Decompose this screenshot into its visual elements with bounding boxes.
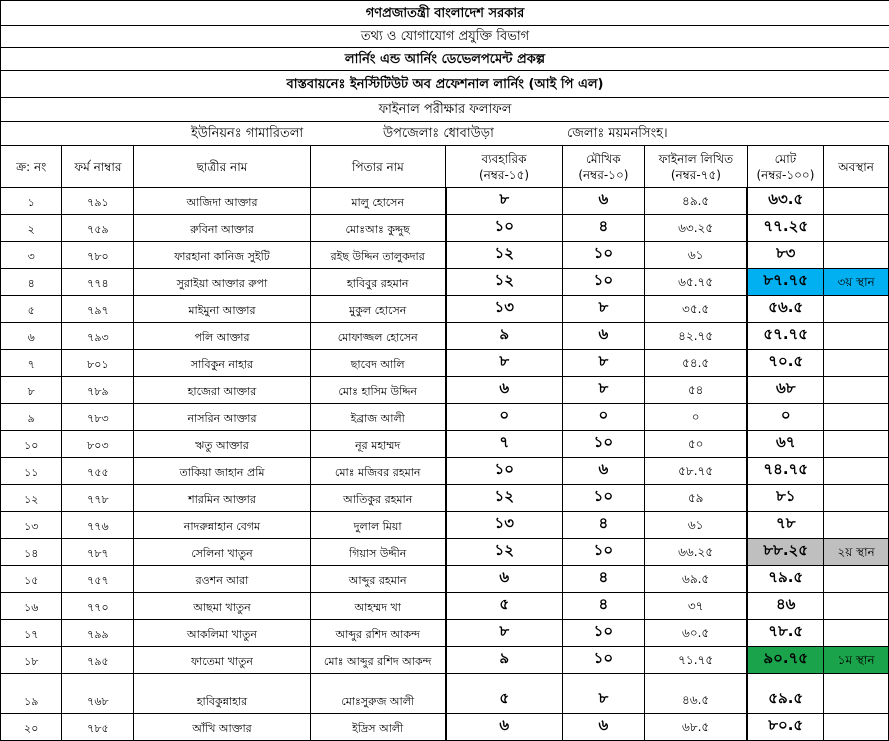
col-form: ফর্ম নাম্বার <box>62 146 134 188</box>
written-cell: ৭১.৭৫ <box>645 647 748 674</box>
table-row <box>1 215 889 242</box>
oral-cell: ৪ <box>562 593 644 620</box>
total-cell: ৬৩.৫ <box>747 188 823 215</box>
student-name-cell: আছমা খাতুন <box>134 593 310 620</box>
student-name-cell: ফারহানা কানিজ সুইটি <box>134 242 310 269</box>
total-cell: ৫৬.৫ <box>747 296 823 323</box>
position-cell <box>824 512 889 539</box>
father-name-cell: মোঃ হাসিম উদ্দিন <box>310 377 446 404</box>
serial-cell: ১৬ <box>1 593 62 620</box>
oral-cell: ৬ <box>562 714 644 741</box>
total-cell: ৭৪.৭৫ <box>747 458 823 485</box>
serial-cell: ১৮ <box>1 647 62 674</box>
table-row <box>1 350 889 377</box>
header-location <box>0 121 889 146</box>
position-cell <box>824 674 889 714</box>
practical-cell: ৫ <box>446 593 562 620</box>
father-name-cell: হাবিবুর রহমান <box>310 269 446 296</box>
practical-cell: ৬ <box>446 377 562 404</box>
total-cell: ৯০.৭৫ <box>747 647 823 674</box>
col-oral: মৌখিক (নম্বর-১০) <box>562 146 644 188</box>
serial-cell: ২ <box>1 215 62 242</box>
col-total: মোট (নম্বর-১০০) <box>747 146 823 188</box>
student-name-cell: সেলিনা খাতুন <box>134 539 310 566</box>
oral-cell: ৪ <box>562 566 644 593</box>
form-cell: ৭৭৮ <box>62 485 134 512</box>
father-name-cell: গিয়াস উদ্দীন <box>310 539 446 566</box>
serial-cell: ১৭ <box>1 620 62 647</box>
union-label: ইউনিয়নঃ গামারিতলা <box>191 126 304 141</box>
position-cell <box>824 620 889 647</box>
father-name-cell: আব্দুর রহমান <box>310 566 446 593</box>
oral-cell: ৮ <box>562 377 644 404</box>
written-cell: ৪৬.৫ <box>645 674 748 714</box>
total-cell: ০ <box>747 404 823 431</box>
father-name-cell: নূর মহাম্মদ <box>310 431 446 458</box>
form-cell: ৮০৩ <box>62 431 134 458</box>
form-cell: ৭৭০ <box>62 593 134 620</box>
col-position: অবস্থান <box>824 146 889 188</box>
form-cell: ৭৯৩ <box>62 323 134 350</box>
total-cell: ৬৮ <box>747 377 823 404</box>
serial-cell: ১৪ <box>1 539 62 566</box>
father-name-cell: ইদ্রিস আলী <box>310 714 446 741</box>
total-cell: ৭৭.২৫ <box>747 215 823 242</box>
table-row <box>1 431 889 458</box>
practical-cell: ৯ <box>446 647 562 674</box>
position-cell <box>824 714 889 741</box>
header-row <box>1 146 889 188</box>
form-cell: ৭৮৩ <box>62 404 134 431</box>
col-practical: ব্যবহারিক (নম্বর-১৫) <box>446 146 562 188</box>
form-cell: ৭৮৯ <box>62 377 134 404</box>
position-cell <box>824 458 889 485</box>
total-cell: ৮১ <box>747 485 823 512</box>
govt-title: গণপ্রজাতন্ত্রী বাংলাদেশ সরকার <box>365 6 525 21</box>
written-cell: ৪২.৭৫ <box>645 323 748 350</box>
written-cell: ৬৯.৫ <box>645 566 748 593</box>
table-row <box>1 620 889 647</box>
serial-cell: ১২ <box>1 485 62 512</box>
total-cell: ৫৯.৫ <box>747 674 823 714</box>
form-cell: ৭৮৭ <box>62 539 134 566</box>
practical-cell: ০ <box>446 404 562 431</box>
serial-cell: ১৩ <box>1 512 62 539</box>
header-result-title <box>0 97 889 122</box>
implementer-title: বাস্তবায়নেঃ ইনস্টিটিউট অব প্রফেশনাল লার্নিং (আই পি এল) <box>286 77 604 92</box>
serial-cell: ৮ <box>1 377 62 404</box>
oral-cell: ০ <box>562 404 644 431</box>
result-title: ফাইনাল পরীক্ষার ফলাফল <box>378 102 512 117</box>
table-row <box>1 647 889 674</box>
position-cell <box>824 296 889 323</box>
position-cell <box>824 350 889 377</box>
father-name-cell: রইছ উদ্দিন তালুকদার <box>310 242 446 269</box>
header-division <box>0 25 889 48</box>
serial-cell: ৬ <box>1 323 62 350</box>
position-cell <box>824 242 889 269</box>
written-cell: ৫০ <box>645 431 748 458</box>
practical-cell: ৮ <box>446 620 562 647</box>
table-row <box>1 458 889 485</box>
oral-cell: ৪ <box>562 215 644 242</box>
father-name-cell: আতিকুর রহমান <box>310 485 446 512</box>
written-cell: ০ <box>645 404 748 431</box>
position-cell: ৩য় স্থান <box>824 269 889 296</box>
position-cell <box>824 431 889 458</box>
written-cell: ৫৯ <box>645 485 748 512</box>
position-cell <box>824 566 889 593</box>
position-cell <box>824 188 889 215</box>
student-name-cell: নাসরিন আক্তার <box>134 404 310 431</box>
serial-cell: ১৯ <box>1 674 62 714</box>
practical-cell: ৮ <box>446 188 562 215</box>
total-cell: ৭০.৫ <box>747 350 823 377</box>
total-cell: ৭৮ <box>747 512 823 539</box>
project-title: লার্নিং এন্ড আর্নিং ডেভেলপমেন্ট প্রকল্প <box>344 52 546 67</box>
position-cell <box>824 485 889 512</box>
district-label: জেলাঃ ময়মনসিংহ। <box>567 126 668 141</box>
student-name-cell: ফাতেমা খাতুন <box>134 647 310 674</box>
position-cell: ২য় স্থান <box>824 539 889 566</box>
results-table <box>0 145 889 741</box>
oral-cell: ১০ <box>562 431 644 458</box>
table-row <box>1 714 889 741</box>
oral-cell: ৬ <box>562 323 644 350</box>
father-name-cell: আব্দুর রশিদ আকন্দ <box>310 620 446 647</box>
written-cell: ৪৯.৫ <box>645 188 748 215</box>
header-govt <box>0 0 889 26</box>
oral-cell: ১০ <box>562 539 644 566</box>
table-row <box>1 539 889 566</box>
table-row <box>1 404 889 431</box>
serial-cell: ৭ <box>1 350 62 377</box>
practical-cell: ৬ <box>446 566 562 593</box>
serial-cell: ৯ <box>1 404 62 431</box>
col-father: পিতার নাম <box>310 146 446 188</box>
practical-cell: ৭ <box>446 431 562 458</box>
form-cell: ৭৫৭ <box>62 566 134 593</box>
practical-cell: ১২ <box>446 269 562 296</box>
table-row <box>1 296 889 323</box>
table-row <box>1 242 889 269</box>
student-name-cell: শারমিন আক্তার <box>134 485 310 512</box>
serial-cell: ১০ <box>1 431 62 458</box>
written-cell: ৬৩.২৫ <box>645 215 748 242</box>
form-cell: ৭৯১ <box>62 188 134 215</box>
serial-cell: ১১ <box>1 458 62 485</box>
practical-cell: ১২ <box>446 539 562 566</box>
practical-cell: ১০ <box>446 458 562 485</box>
total-cell: ৫৭.৭৫ <box>747 323 823 350</box>
total-cell: ৮৭.৭৫ <box>747 269 823 296</box>
father-name-cell: মুকুল হোসেন <box>310 296 446 323</box>
oral-cell: ৬ <box>562 188 644 215</box>
serial-cell: ৩ <box>1 242 62 269</box>
father-name-cell: ছাবেদ আলি <box>310 350 446 377</box>
total-cell: ৪৬ <box>747 593 823 620</box>
practical-cell: ১৩ <box>446 296 562 323</box>
oral-cell: ১০ <box>562 485 644 512</box>
practical-cell: ১২ <box>446 242 562 269</box>
written-cell: ৬০.৫ <box>645 620 748 647</box>
position-cell <box>824 323 889 350</box>
col-student: ছাত্রীর নাম <box>134 146 310 188</box>
practical-cell: ১২ <box>446 485 562 512</box>
written-cell: ৬৬.২৫ <box>645 539 748 566</box>
student-name-cell: রওশন আরা <box>134 566 310 593</box>
oral-cell: ১০ <box>562 620 644 647</box>
table-row <box>1 593 889 620</box>
written-cell: ৩৭ <box>645 593 748 620</box>
student-name-cell: আঁখি আক্তার <box>134 714 310 741</box>
practical-cell: ৬ <box>446 714 562 741</box>
upazila-label: উপজেলাঃ ধোবাউড়া <box>383 126 494 141</box>
student-name-cell: তাকিয়া জাহান প্রমি <box>134 458 310 485</box>
table-row <box>1 512 889 539</box>
father-name-cell: মোঃ মজিবর রহমান <box>310 458 446 485</box>
written-cell: ৫৪ <box>645 377 748 404</box>
written-cell: ৫৪.৫ <box>645 350 748 377</box>
form-cell: ৭৭৪ <box>62 269 134 296</box>
written-cell: ৬৮.৫ <box>645 714 748 741</box>
father-name-cell: মোফাজ্জল হোসেন <box>310 323 446 350</box>
student-name-cell: হাবিকুন্নাহার <box>134 674 310 714</box>
written-cell: ৬১ <box>645 512 748 539</box>
form-cell: ৮০১ <box>62 350 134 377</box>
practical-cell: ৯ <box>446 323 562 350</box>
oral-cell: ৮ <box>562 350 644 377</box>
student-name-cell: নাদরুন্নাহান বেগম <box>134 512 310 539</box>
total-cell: ৮০.৫ <box>747 714 823 741</box>
student-name-cell: সুরাইয়া আক্তার রুপা <box>134 269 310 296</box>
table-row <box>1 485 889 512</box>
father-name-cell: মোঃসুরুজ আলী <box>310 674 446 714</box>
table-row <box>1 188 889 215</box>
total-cell: ৮৩ <box>747 242 823 269</box>
position-cell <box>824 215 889 242</box>
form-cell: ৭৬৮ <box>62 674 134 714</box>
father-name-cell: ইব্রাজ আলী <box>310 404 446 431</box>
written-cell: ৬৫.৭৫ <box>645 269 748 296</box>
form-cell: ৭৮০ <box>62 242 134 269</box>
oral-cell: ১০ <box>562 242 644 269</box>
table-row <box>1 269 889 296</box>
serial-cell: ২০ <box>1 714 62 741</box>
student-name-cell: হাজেরা আক্তার <box>134 377 310 404</box>
header-implementer <box>0 70 889 98</box>
oral-cell: ১০ <box>562 647 644 674</box>
student-name-cell: মাইমুনা আক্তার <box>134 296 310 323</box>
student-name-cell: পলি আক্তার <box>134 323 310 350</box>
written-cell: ৩৫.৫ <box>645 296 748 323</box>
oral-cell: ৪ <box>562 512 644 539</box>
form-cell: ৭৯৭ <box>62 296 134 323</box>
practical-cell: ১০ <box>446 215 562 242</box>
student-name-cell: রুবিনা আক্তার <box>134 215 310 242</box>
written-cell: ৬১ <box>645 242 748 269</box>
position-cell: ১ম স্থান <box>824 647 889 674</box>
total-cell: ৭৯.৫ <box>747 566 823 593</box>
practical-cell: ৫ <box>446 674 562 714</box>
header-project <box>0 47 889 71</box>
position-cell <box>824 377 889 404</box>
form-cell: ৭৭৬ <box>62 512 134 539</box>
form-cell: ৭৫৫ <box>62 458 134 485</box>
table-row <box>1 674 889 714</box>
serial-cell: ৫ <box>1 296 62 323</box>
oral-cell: ১০ <box>562 269 644 296</box>
practical-cell: ৮ <box>446 350 562 377</box>
oral-cell: ৮ <box>562 674 644 714</box>
form-cell: ৭৯৫ <box>62 647 134 674</box>
division-title: তথ্য ও যোগাযোগ প্রযুক্তি বিভাগ <box>360 29 530 44</box>
position-cell <box>824 593 889 620</box>
total-cell: ৭৮.৫ <box>747 620 823 647</box>
form-cell: ৭৯৯ <box>62 620 134 647</box>
student-name-cell: আজিদা আক্তার <box>134 188 310 215</box>
oral-cell: ৮ <box>562 296 644 323</box>
table-row <box>1 566 889 593</box>
col-serial: ক্র: নং <box>1 146 62 188</box>
father-name-cell: আহম্মদ খা <box>310 593 446 620</box>
student-name-cell: সাবিকুন নাহার <box>134 350 310 377</box>
table-row <box>1 323 889 350</box>
practical-cell: ১৩ <box>446 512 562 539</box>
col-written: ফাইনাল লিখিত (নম্বর-৭৫) <box>645 146 748 188</box>
form-cell: ৭৫৯ <box>62 215 134 242</box>
form-cell: ৭৮৫ <box>62 714 134 741</box>
serial-cell: ৪ <box>1 269 62 296</box>
father-name-cell: মালু হোসেন <box>310 188 446 215</box>
student-name-cell: ঋতু আক্তার <box>134 431 310 458</box>
oral-cell: ৬ <box>562 458 644 485</box>
table-row <box>1 377 889 404</box>
serial-cell: ১ <box>1 188 62 215</box>
father-name-cell: দুলাল মিয়া <box>310 512 446 539</box>
serial-cell: ১৫ <box>1 566 62 593</box>
father-name-cell: মোঃ আব্দুর রশিদ আকন্দ <box>310 647 446 674</box>
total-cell: ৮৮.২৫ <box>747 539 823 566</box>
results-body <box>1 188 889 741</box>
father-name-cell: মোঃআঃ কুদ্দুছ <box>310 215 446 242</box>
written-cell: ৫৮.৭৫ <box>645 458 748 485</box>
total-cell: ৬৭ <box>747 431 823 458</box>
student-name-cell: আকলিমা খাতুন <box>134 620 310 647</box>
position-cell <box>824 404 889 431</box>
